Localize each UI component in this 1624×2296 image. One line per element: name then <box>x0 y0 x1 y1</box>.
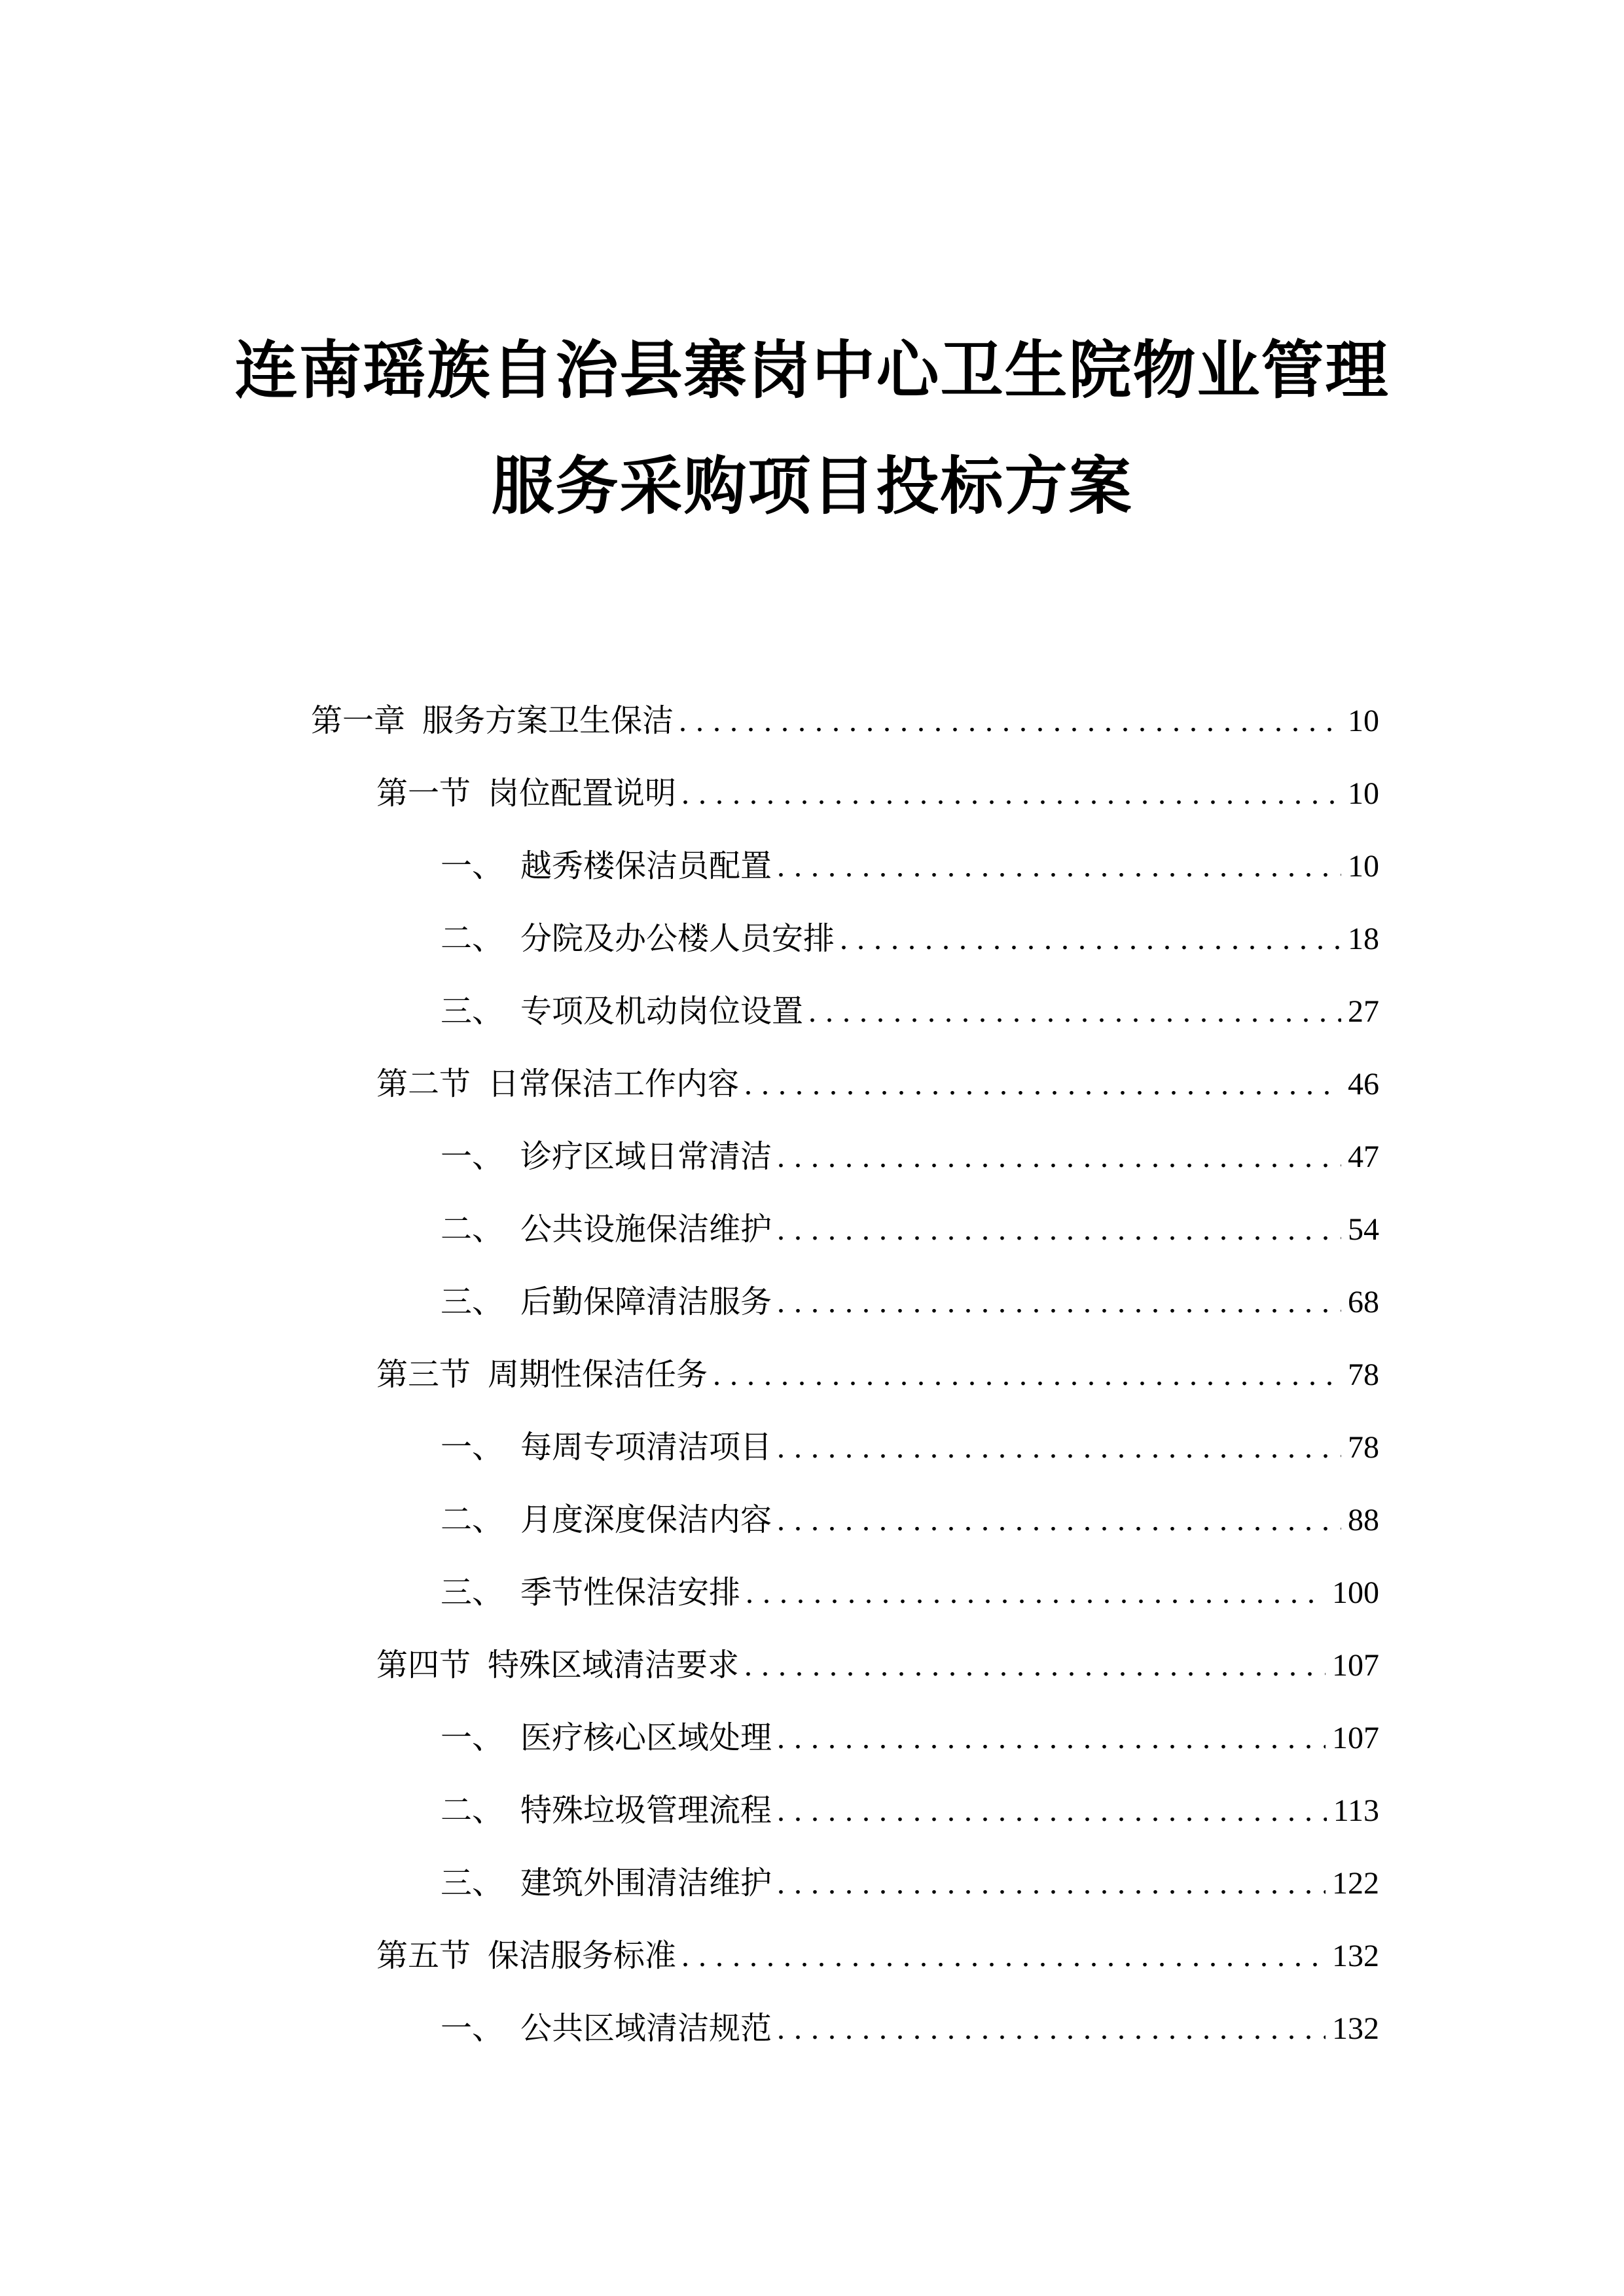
toc-page-number: 100 <box>1332 1575 1379 1610</box>
toc-page-number: 46 <box>1348 1067 1379 1102</box>
toc-entry[interactable] <box>0 903 1379 975</box>
toc-entry-number: 二、 <box>441 1212 504 1247</box>
toc-entry[interactable] <box>0 1121 1379 1193</box>
toc-entry-title: 岗位配置说明 <box>488 776 677 811</box>
title-line-2: 服务采购项目投标方案 <box>491 452 1133 522</box>
toc-leader-dots <box>840 903 1341 975</box>
toc-leader-dots <box>777 1774 1327 1847</box>
toc-page-number: 18 <box>1348 922 1379 956</box>
toc-page-number: 132 <box>1332 2011 1379 2046</box>
toc-page-number: 78 <box>1348 1430 1379 1465</box>
toc-entry-title: 周期性保洁任务 <box>488 1357 708 1392</box>
toc-entry[interactable] <box>0 1847 1379 1920</box>
toc-entry-number: 第一节 <box>376 776 471 811</box>
toc-leader-dots <box>777 1193 1341 1266</box>
toc-entry[interactable] <box>0 685 1379 757</box>
toc-leader-dots <box>777 1121 1341 1193</box>
toc-page-number: 113 <box>1333 1793 1379 1828</box>
toc-entry-title: 专项及机动岗位设置 <box>520 994 804 1029</box>
toc-entry-title: 诊疗区域日常清洁 <box>520 1139 772 1174</box>
toc-entry[interactable] <box>0 1992 1379 2065</box>
document-title <box>0 313 1624 545</box>
toc-entry[interactable] <box>0 1338 1379 1411</box>
toc-entry[interactable] <box>0 830 1379 903</box>
toc-leader-dots <box>777 1702 1326 1774</box>
toc-entry[interactable] <box>0 1193 1379 1266</box>
toc-entry[interactable] <box>0 1702 1379 1774</box>
toc-entry-number: 二、 <box>441 922 504 956</box>
toc-entry-number: 一、 <box>441 2011 504 2046</box>
toc-leader-dots <box>777 1847 1326 1920</box>
toc-page-number: 27 <box>1348 994 1379 1029</box>
toc-entry[interactable] <box>0 1266 1379 1338</box>
toc-entry-number: 一、 <box>441 849 504 884</box>
toc-entry[interactable] <box>0 1556 1379 1629</box>
toc-entry-number: 一、 <box>441 1721 504 1755</box>
toc-entry-number: 一、 <box>441 1430 504 1465</box>
toc-entry-title: 季节性保洁安排 <box>520 1575 741 1610</box>
title-line-1: 连南瑶族自治县寨岗中心卫生院物业管理 <box>234 336 1390 406</box>
toc-entry-number: 第二节 <box>376 1067 471 1102</box>
toc-entry[interactable] <box>0 1411 1379 1484</box>
toc-entry-title: 越秀楼保洁员配置 <box>520 849 772 884</box>
toc-page-number: 88 <box>1348 1503 1379 1537</box>
toc-entry-title: 保洁服务标准 <box>488 1939 677 1973</box>
toc-leader-dots <box>777 1484 1341 1556</box>
toc-page-number: 10 <box>1348 849 1379 884</box>
toc-entry[interactable] <box>0 1920 1379 1992</box>
toc-entry-title: 每周专项清洁项目 <box>520 1430 772 1465</box>
toc-leader-dots <box>681 757 1341 830</box>
toc-entry[interactable] <box>0 1774 1379 1847</box>
toc-leader-dots <box>777 1266 1341 1338</box>
toc-entry-number: 三、 <box>441 994 504 1029</box>
toc-leader-dots <box>777 1992 1326 2065</box>
toc-entry-title: 公共区域清洁规范 <box>520 2011 772 2046</box>
toc-leader-dots <box>681 1920 1326 1992</box>
toc-entry-number: 三、 <box>441 1866 504 1901</box>
toc-leader-dots <box>744 1048 1341 1121</box>
toc-entry-title: 服务方案卫生保洁 <box>422 704 674 738</box>
toc-page-number: 78 <box>1348 1357 1379 1392</box>
toc-entry-title: 月度深度保洁内容 <box>520 1503 772 1537</box>
toc-page-number: 47 <box>1348 1139 1379 1174</box>
toc-entry[interactable] <box>0 757 1379 830</box>
toc-entry-title: 后勤保障清洁服务 <box>520 1285 772 1319</box>
toc-entry-number: 二、 <box>441 1503 504 1537</box>
toc-entry-title: 特殊垃圾管理流程 <box>520 1793 772 1828</box>
toc-entry-title: 医疗核心区域处理 <box>520 1721 772 1755</box>
toc-leader-dots <box>744 1629 1326 1702</box>
toc-entry-number: 第五节 <box>376 1939 471 1973</box>
toc-entry-title: 日常保洁工作内容 <box>488 1067 740 1102</box>
toc-entry-title: 特殊区域清洁要求 <box>488 1648 740 1683</box>
toc-leader-dots <box>746 1556 1326 1629</box>
toc-leader-dots <box>679 685 1341 757</box>
toc-page-number: 122 <box>1332 1866 1379 1901</box>
toc-leader-dots <box>713 1338 1341 1411</box>
toc-entry-number: 三、 <box>441 1575 504 1610</box>
toc-page-number: 68 <box>1348 1285 1379 1319</box>
toc-entry[interactable] <box>0 1484 1379 1556</box>
toc-page-number: 10 <box>1348 704 1379 738</box>
toc-entry-number: 第三节 <box>376 1357 471 1392</box>
toc-leader-dots <box>777 1411 1341 1484</box>
toc-entry-number: 一、 <box>441 1139 504 1174</box>
toc-page-number: 132 <box>1332 1939 1379 1973</box>
toc-entry-title: 公共设施保洁维护 <box>520 1212 772 1247</box>
toc-page-number: 10 <box>1348 776 1379 811</box>
toc-entry-number: 三、 <box>441 1285 504 1319</box>
toc-page-number: 107 <box>1332 1648 1379 1683</box>
toc-entry-title: 分院及办公楼人员安排 <box>520 922 835 956</box>
toc-entry-number: 第一章 <box>311 704 406 738</box>
toc-entry[interactable] <box>0 1048 1379 1121</box>
toc-leader-dots <box>808 975 1341 1048</box>
toc-entry-number: 第四节 <box>376 1648 471 1683</box>
toc-page-number: 54 <box>1348 1212 1379 1247</box>
toc-entry[interactable] <box>0 975 1379 1048</box>
toc-entry-title: 建筑外围清洁维护 <box>520 1866 772 1901</box>
toc-page-number: 107 <box>1332 1721 1379 1755</box>
table-of-contents <box>0 685 1379 2065</box>
toc-entry[interactable] <box>0 1629 1379 1702</box>
toc-leader-dots <box>777 830 1341 903</box>
toc-entry-number: 二、 <box>441 1793 504 1828</box>
